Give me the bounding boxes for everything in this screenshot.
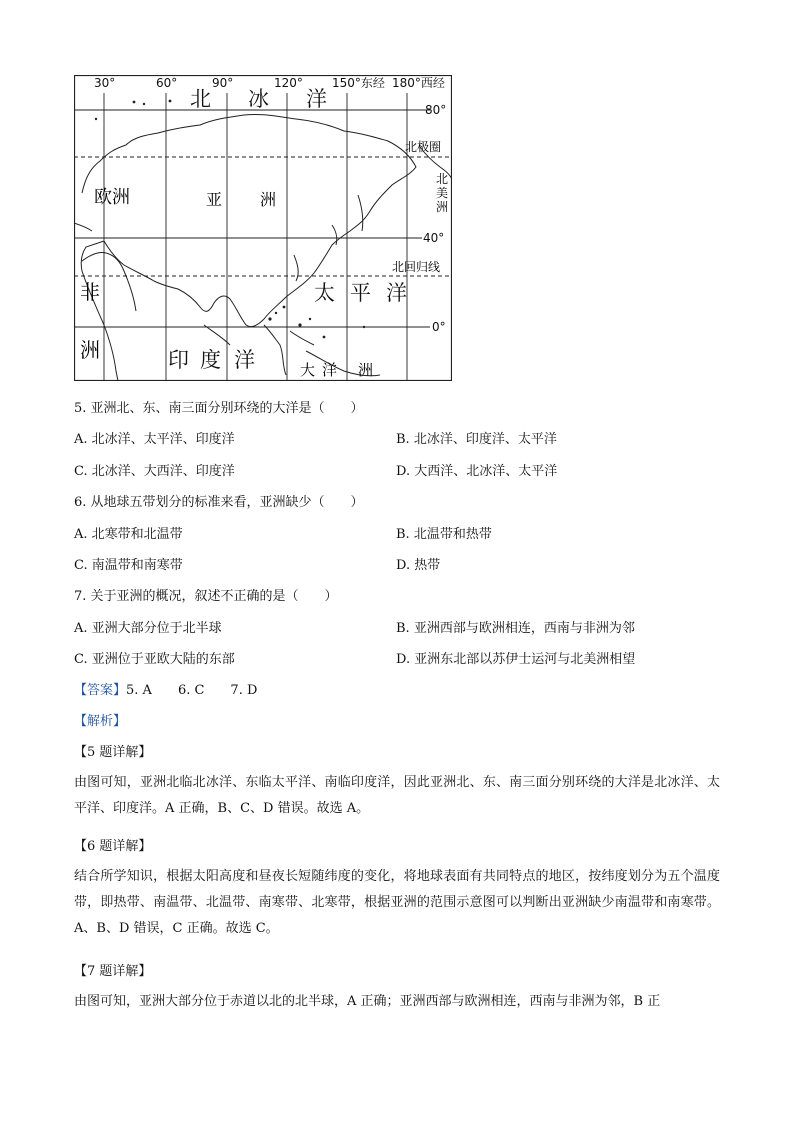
answer-text: 5. A 6. C 7. D [126,683,258,698]
detail-5-text: 由图可知，亚洲北临北冰洋、东临太平洋、南临印度洋，因此亚洲北、东、南三面分别环绕的大洋是北冰洋、太平洋、印度洋。A 正确，B、C、D 错误。故选 A。 [74,775,720,816]
africa-label-1: 非 [80,280,100,304]
detail-7-text: 由图可知，亚洲大部分位于赤道以北的北半球，A 正确；亚洲西部与欧洲相连，西南与非洲为邻，B 正 [74,994,661,1009]
pacific-ocean-label [314,281,407,305]
question-7-option-c: C. 亚洲位于亚欧大陆的东部 [74,652,235,667]
asia-label-2: 洲 [260,190,277,209]
map-frame [75,76,452,381]
question-6-option-d: D. 热带 [396,558,441,573]
arctic-circle-label: 北极圈 [405,140,442,154]
detail-6-text: 结合所学知识，根据太阳高度和昼夜长短随纬度的变化，将地球表面有共同特点的地区，按纬度划分为五个温度带，即热带、南温带、北温带、南寒带、北寒带，根据亚洲的范围示意图可以判断出亚洲缺少南温带和南寒带。A、B、D 错误，C 正确。故选 C。 [74,869,720,936]
detail-7-title: 【7 题详解】 [74,964,152,979]
lon-label-150: 150°东经 [332,76,385,90]
svg-text:北: 北 [190,87,211,111]
svg-text:度: 度 [200,348,221,372]
svg-text:洋: 洋 [386,281,407,305]
analysis-label: 【解析】 [74,714,127,729]
svg-text:洋: 洋 [234,348,255,372]
svg-text:洋: 洋 [306,87,327,111]
africa-label-2: 洲 [80,338,100,362]
lon-label-60: 60° [156,76,178,90]
asia-map [74,75,452,381]
europe-label: 欧洲 [94,187,130,208]
tropic-cancer-label: 北回归线 [392,260,441,274]
lon-label-90: 90° [212,76,234,90]
question-7-option-d: D. 亚洲东北部以苏伊士运河与北美洲相望 [396,652,636,667]
question-6-stem: 6. 从地球五带划分的标准来看，亚洲缺少（ ） [74,495,364,510]
arctic-ocean-label [190,87,327,111]
asia-label-1: 亚 [206,190,223,209]
question-6-option-a: A. 北寒带和北温带 [74,527,183,542]
question-5-option-b: B. 北冰洋、印度洋、太平洋 [396,432,557,447]
lat-label-40: 40° [423,231,445,245]
question-6-option-c: C. 南温带和南寒带 [74,558,183,573]
asia-map-svg [74,75,452,381]
svg-text:印: 印 [168,348,189,372]
lat-label-80: 80° [425,103,447,117]
answer-line [74,682,257,700]
oceania-label-2: 洋 [322,361,338,379]
north-america-label [436,172,448,214]
question-6-option-b: B. 北温带和热带 [396,527,492,542]
detail-5-title: 【5 题详解】 [74,745,152,760]
svg-text:洲: 洲 [436,200,449,214]
oceania-label-3: 洲 [358,361,374,379]
lon-label-180: 180°西经 [392,76,445,90]
question-5-stem: 5. 亚洲北、东、南三面分别环绕的大洋是（ ） [74,401,364,416]
svg-text:冰: 冰 [248,87,269,111]
question-5-option-d: D. 大西洋、北冰洋、太平洋 [396,464,558,479]
svg-text:美: 美 [436,186,449,200]
svg-text:平: 平 [350,281,371,305]
lon-label-120: 120° [274,76,303,90]
question-7-option-a: A. 亚洲大部分位于北半球 [74,621,222,636]
lon-label-30: 30° [94,76,116,90]
oceania-label-1: 大 [300,361,316,379]
question-5-option-c: C. 北冰洋、大西洋、印度洋 [74,464,235,479]
question-5-option-a: A. 北冰洋、太平洋、印度洋 [74,432,235,447]
svg-text:北: 北 [436,172,449,186]
question-7-stem: 7. 关于亚洲的概况，叙述不正确的是（ ） [74,589,338,604]
question-7-option-b: B. 亚洲西部与欧洲相连，西南与非洲为邻 [396,621,635,636]
detail-6-title: 【6 题详解】 [74,839,152,854]
answer-label: 【答案】 [74,683,127,698]
lat-label-0: 0° [432,320,446,334]
svg-text:太: 太 [314,281,335,305]
indian-ocean-label [168,348,255,372]
